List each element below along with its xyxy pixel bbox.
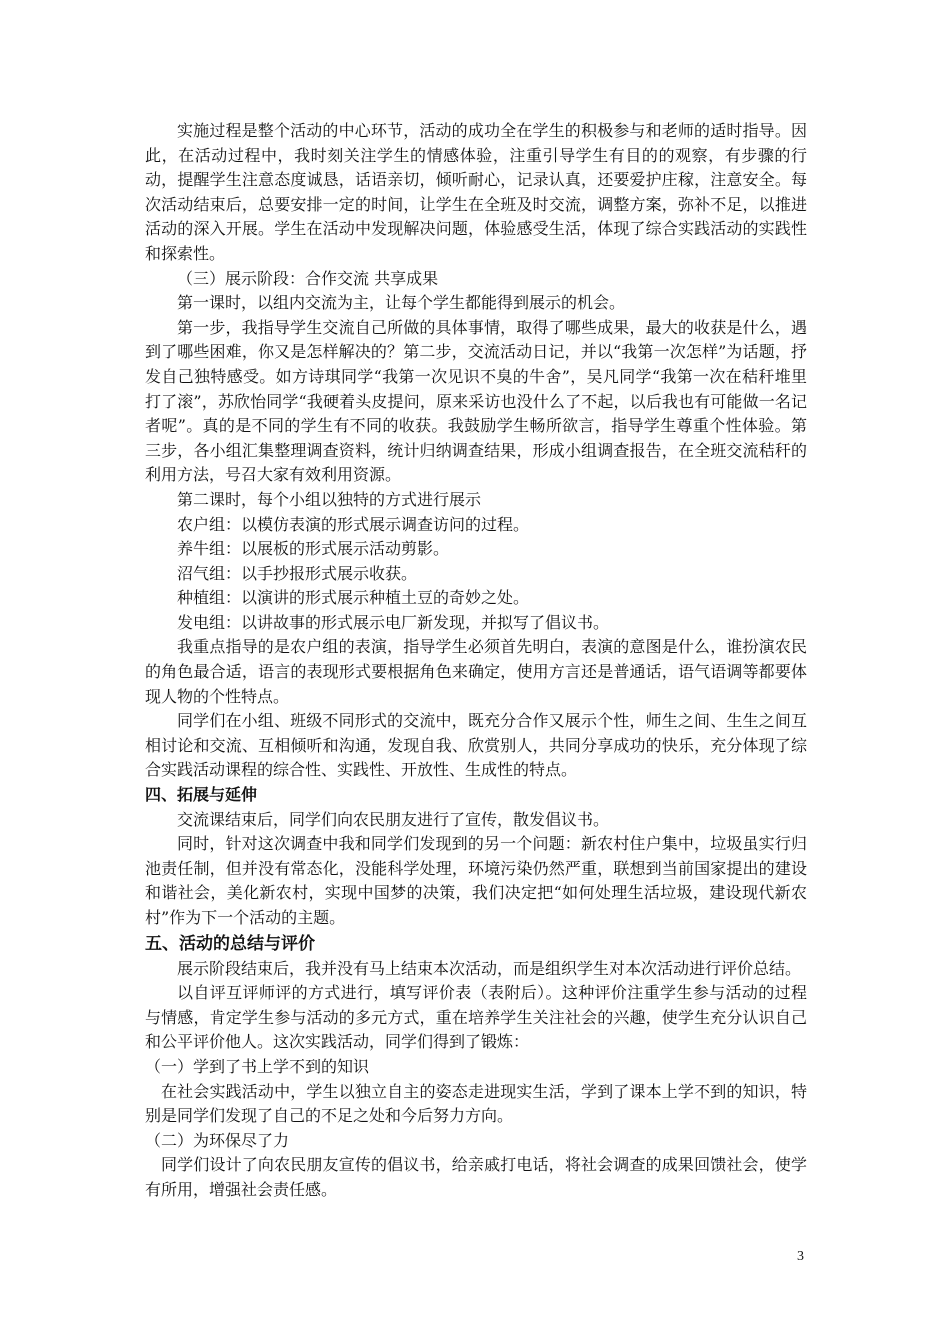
paragraph-first-lesson: 第一课时，以组内交流为主，让每个学生都能得到展示的机会。 <box>177 293 626 313</box>
subheading-environment: （二）为环保尽了力 <box>145 1130 290 1150</box>
section-heading-showcase: （三）展示阶段：合作交流 共享成果 <box>177 268 439 288</box>
paragraph-evaluation-start: 展示阶段结束后，我并没有马上结束本次活动，而是组织学生对本次活动进行评价总结。 <box>177 958 802 978</box>
paragraph-implementation: 实施过程是整个活动的中心环节，活动的成功全在学生的积极参与和老师的适时指导。因此，在活动过程中，我时刻关注学生的情感体验，注重引导学生有目的的观察，有步骤的行动，提醒学生注意态度诚恳，话语亲切，倾听耐心，记录认真，还要爱护庄稼，注意安全。每次活动结束后，总要安排一定的时间，让学生在全班及时交流，调整方案，弥补不足，以推进活动的深入开展。学生在活动中发现解决问题，体验感受生活，体现了综合实践活动的实践性和探索性。 <box>145 121 807 263</box>
paragraph-second-lesson: 第二课时，每个小组以独特的方式进行展示 <box>177 489 482 509</box>
list-item-farmer-group: 农户组：以模仿表演的形式展示调查访问的过程。 <box>177 514 530 534</box>
paragraph-steps: 第一步，我指导学生交流自己所做的具体事情，取得了哪些成果，最大的收获是什么，遇到了哪些困难，你又是怎样解决的？第二步，交流活动日记，并以“我第一次怎样”为话题，抒发自己独特感受。如方诗琪同学“我第一次见识不臭的牛舍”，吴凡同学“我第一次在秸秆堆里打了滚”，苏欣怡同学“我硬着头皮提问，原来采访也没什么了不起，以后我也有可能做一名记者呢”。真的是不同的学生有不同的收获。我鼓励学生畅所欲言，指导学生尊重个性体验。第三步，各小组汇集整理调查资料，统计归纳调查结果，形成小组调查报告，在全班交流秸秆的利用方法，号召大家有效利用资源。 <box>145 317 807 485</box>
list-item-planting-group: 种植组：以演讲的形式展示种植土豆的奇妙之处。 <box>177 588 530 608</box>
heading-extension: 四、拓展与延伸 <box>145 785 258 805</box>
subheading-knowledge: （一）学到了书上学不到的知识 <box>145 1056 370 1076</box>
list-item-power-group: 发电组：以讲故事的形式展示电厂新发现，并拟写了倡议书。 <box>177 612 610 632</box>
paragraph-performance-guidance: 我重点指导的是农户组的表演，指导学生必须首先明白，表演的意图是什么，谁扮演农民的角色最合适，语言的表现形式要根据角色来确定，使用方言还是普通话，语气语调等都要体现人物的个性特点。 <box>145 637 807 706</box>
list-item-cattle-group: 养牛组：以展板的形式展示活动剪影。 <box>177 539 450 559</box>
page-number: 3 <box>797 1249 804 1264</box>
paragraph-publicity: 交流课结束后，同学们向农民朋友进行了宣传，散发倡议书。 <box>177 809 610 829</box>
list-item-biogas-group: 沼气组：以手抄报形式展示收获。 <box>177 563 418 583</box>
paragraph-evaluation-method: 以自评互评师评的方式进行，填写评价表（表附后）。这种评价注重学生参与活动的过程与情感，肯定学生参与活动的多元方式，重在培养学生关注社会的兴趣，使学生充分认识自己和公平评价他人。这次实践活动，同学们得到了锻炼： <box>145 983 807 1052</box>
paragraph-next-topic: 同时，针对这次调查中我和同学们发现到的另一个问题：新农村住户集中，垃圾虽实行归池责任制，但并没有常态化，没能科学处理，环境污染仍然严重，联想到当前国家提出的建设和谐社会，美化新农村，实现中国梦的决策，我们决定把“如何处理生活垃圾，建设现代新农村”作为下一个活动的主题。 <box>145 834 807 927</box>
paragraph-environment: 同学们设计了向农民朋友宣传的倡议书，给亲戚打电话，将社会调查的成果回馈社会，使学有所用，增强社会责任感。 <box>145 1155 807 1199</box>
paragraph-knowledge: 在社会实践活动中，学生以独立自主的姿态走进现实生活，学到了课本上学不到的知识，特别是同学们发现了自己的不足之处和今后努力方向。 <box>145 1081 807 1126</box>
paragraph-exchange-summary: 同学们在小组、班级不同形式的交流中，既充分合作又展示个性，师生之间、生生之间互相讨论和交流、互相倾听和沟通，发现自我、欣赏别人，共同分享成功的快乐，充分体现了综合实践活动课程的综合性、实践性、开放性、生成性的特点。 <box>145 711 807 780</box>
body-text <box>145 119 807 1203</box>
heading-summary-evaluation: 五、活动的总结与评价 <box>145 933 315 954</box>
